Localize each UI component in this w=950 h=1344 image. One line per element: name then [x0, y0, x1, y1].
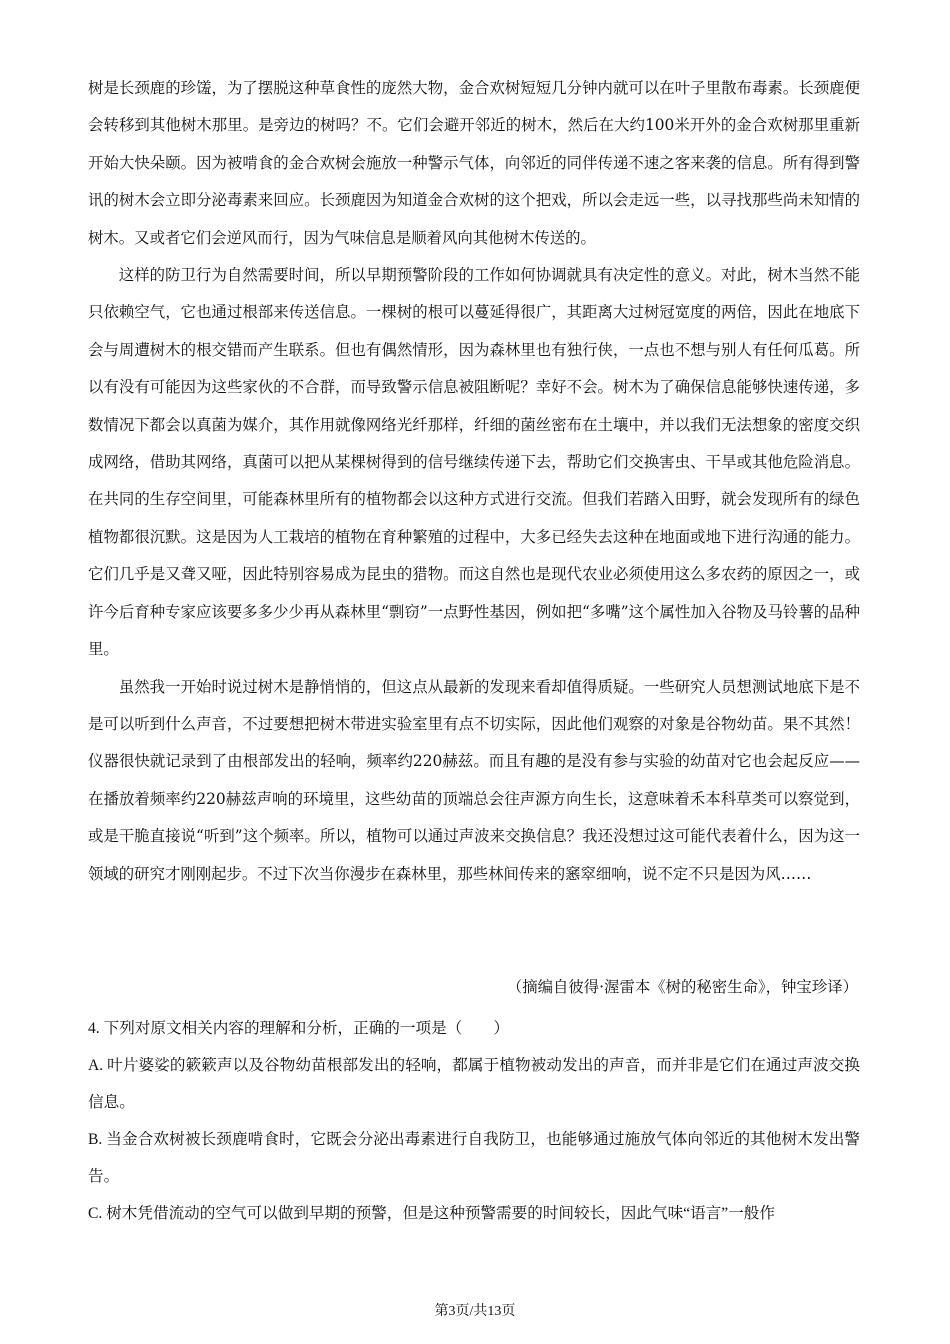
question-option-c: C. 树木凭借流动的空气可以做到早期的预警，但是这种预警需要的时间较长，因此气味“语言”一般作 — [88, 1205, 775, 1222]
passage-source-citation: （摘编自彼得·渥雷本《树的秘密生命》，钟宝珍译） — [506, 978, 858, 996]
page-number: 第3页/共13页 — [434, 1304, 516, 1319]
reading-passage — [88, 70, 860, 893]
question-option-a: A. 叶片婆娑的簌簌声以及谷物幼苗根部发出的轻响，都属于植物被动发出的声音，而并非是它们在通过声波交换信息。 — [88, 1057, 860, 1111]
passage-paragraph-3: 虽然我一开始时说过树木是静悄悄的，但这点从最新的发现来看却值得质疑。一些研究人员想测试地底下是不是可以听到什么声音，不过要想把树木带进实验室里有点不切实际，因此他们观察的对象是谷物幼苗。果不其然！仪器很快就记录到了由根部发出的轻响，频率约220赫兹。而且有趣的是没有参与实验的幼苗对它也会起反应——在播放着频率约220赫兹声响的环境里，这些幼苗的顶端总会往声源方向生长，这意味着禾本科草类可以察觉到，或是干脆直接说“听到”这个频率。所以，植物可以通过声波来交换信息？我还没想过这可能代表着什么，因为这一领域的研究才刚刚起步。不过下次当你漫步在森林里，那些林间传来的窸窣细响，说不定不只是因为风…… — [88, 677, 860, 883]
question-4 — [88, 1010, 860, 1232]
question-option-b: B. 当金合欢树被长颈鹿啃食时，它既会分泌出毒素进行自我防卫，也能够通过施放气体向邻近的其他树木发出警告。 — [88, 1131, 860, 1185]
question-stem: 4. 下列对原文相关内容的理解和分析，正确的一项是（ ） — [88, 1020, 510, 1037]
passage-paragraph-2: 这样的防卫行为自然需要时间，所以早期预警阶段的工作如何协调就具有决定性的意义。对此，树木当然不能只依赖空气，它也通过根部来传送信息。一棵树的根可以蔓延得很广，其距离大过树冠宽度的两倍，因此在地底下会与周遭树木的根交错而产生联系。但也有偶然情形，因为森林里也有独行侠，一点也不想与别人有任何瓜葛。所以有没有可能因为这些家伙的不合群，而导致警示信息被阻断呢？幸好不会。树木为了确保信息能够快速传递，多数情况下都会以真菌为媒介，其作用就像网络光纤那样，纤细的菌丝密布在土壤中，并以我们无法想象的密度交织成网络，借助其网络，真菌可以把从某棵树得到的信号继续传递下去，帮助它们交换害虫、干旱或其他危险消息。在共同的生存空间里，可能森林里所有的植物都会以这种方式进行交流。但我们若踏入田野，就会发现所有的绿色植物都很沉默。这是因为人工栽培的植物在育种繁殖的过程中，大多已经失去这种在地面或地下进行沟通的能力。它们几乎是又聋又哑，因此特别容易成为昆虫的猎物。而这自然也是现代农业必须使用这么多农药的原因之一，或许今后育种专家应该要多多少少再从森林里“剽窃”一点野性基因，例如把“多嘴”这个属性加入谷物及马铃薯的品种里。 — [88, 266, 860, 659]
passage-paragraph-1: 树是长颈鹿的珍馐，为了摆脱这种草食性的庞然大物，金合欢树短短几分钟内就可以在叶子里散布毒素。长颈鹿便会转移到其他树木那里。是旁边的树吗？不。它们会避开邻近的树木，然后在大约100米开外的金合欢树那里重新开始大快朵颐。因为被啃食的金合欢树会施放一种警示气体，向邻近的同伴传递不速之客来袭的信息。所有得到警讯的树木会立即分泌毒素来回应。长颈鹿因为知道金合欢树的这个把戏，所以会走远一些，以寻找那些尚未知情的树木。又或者它们会逆风而行，因为气味信息是顺着风向其他树木传送的。 — [88, 79, 860, 247]
